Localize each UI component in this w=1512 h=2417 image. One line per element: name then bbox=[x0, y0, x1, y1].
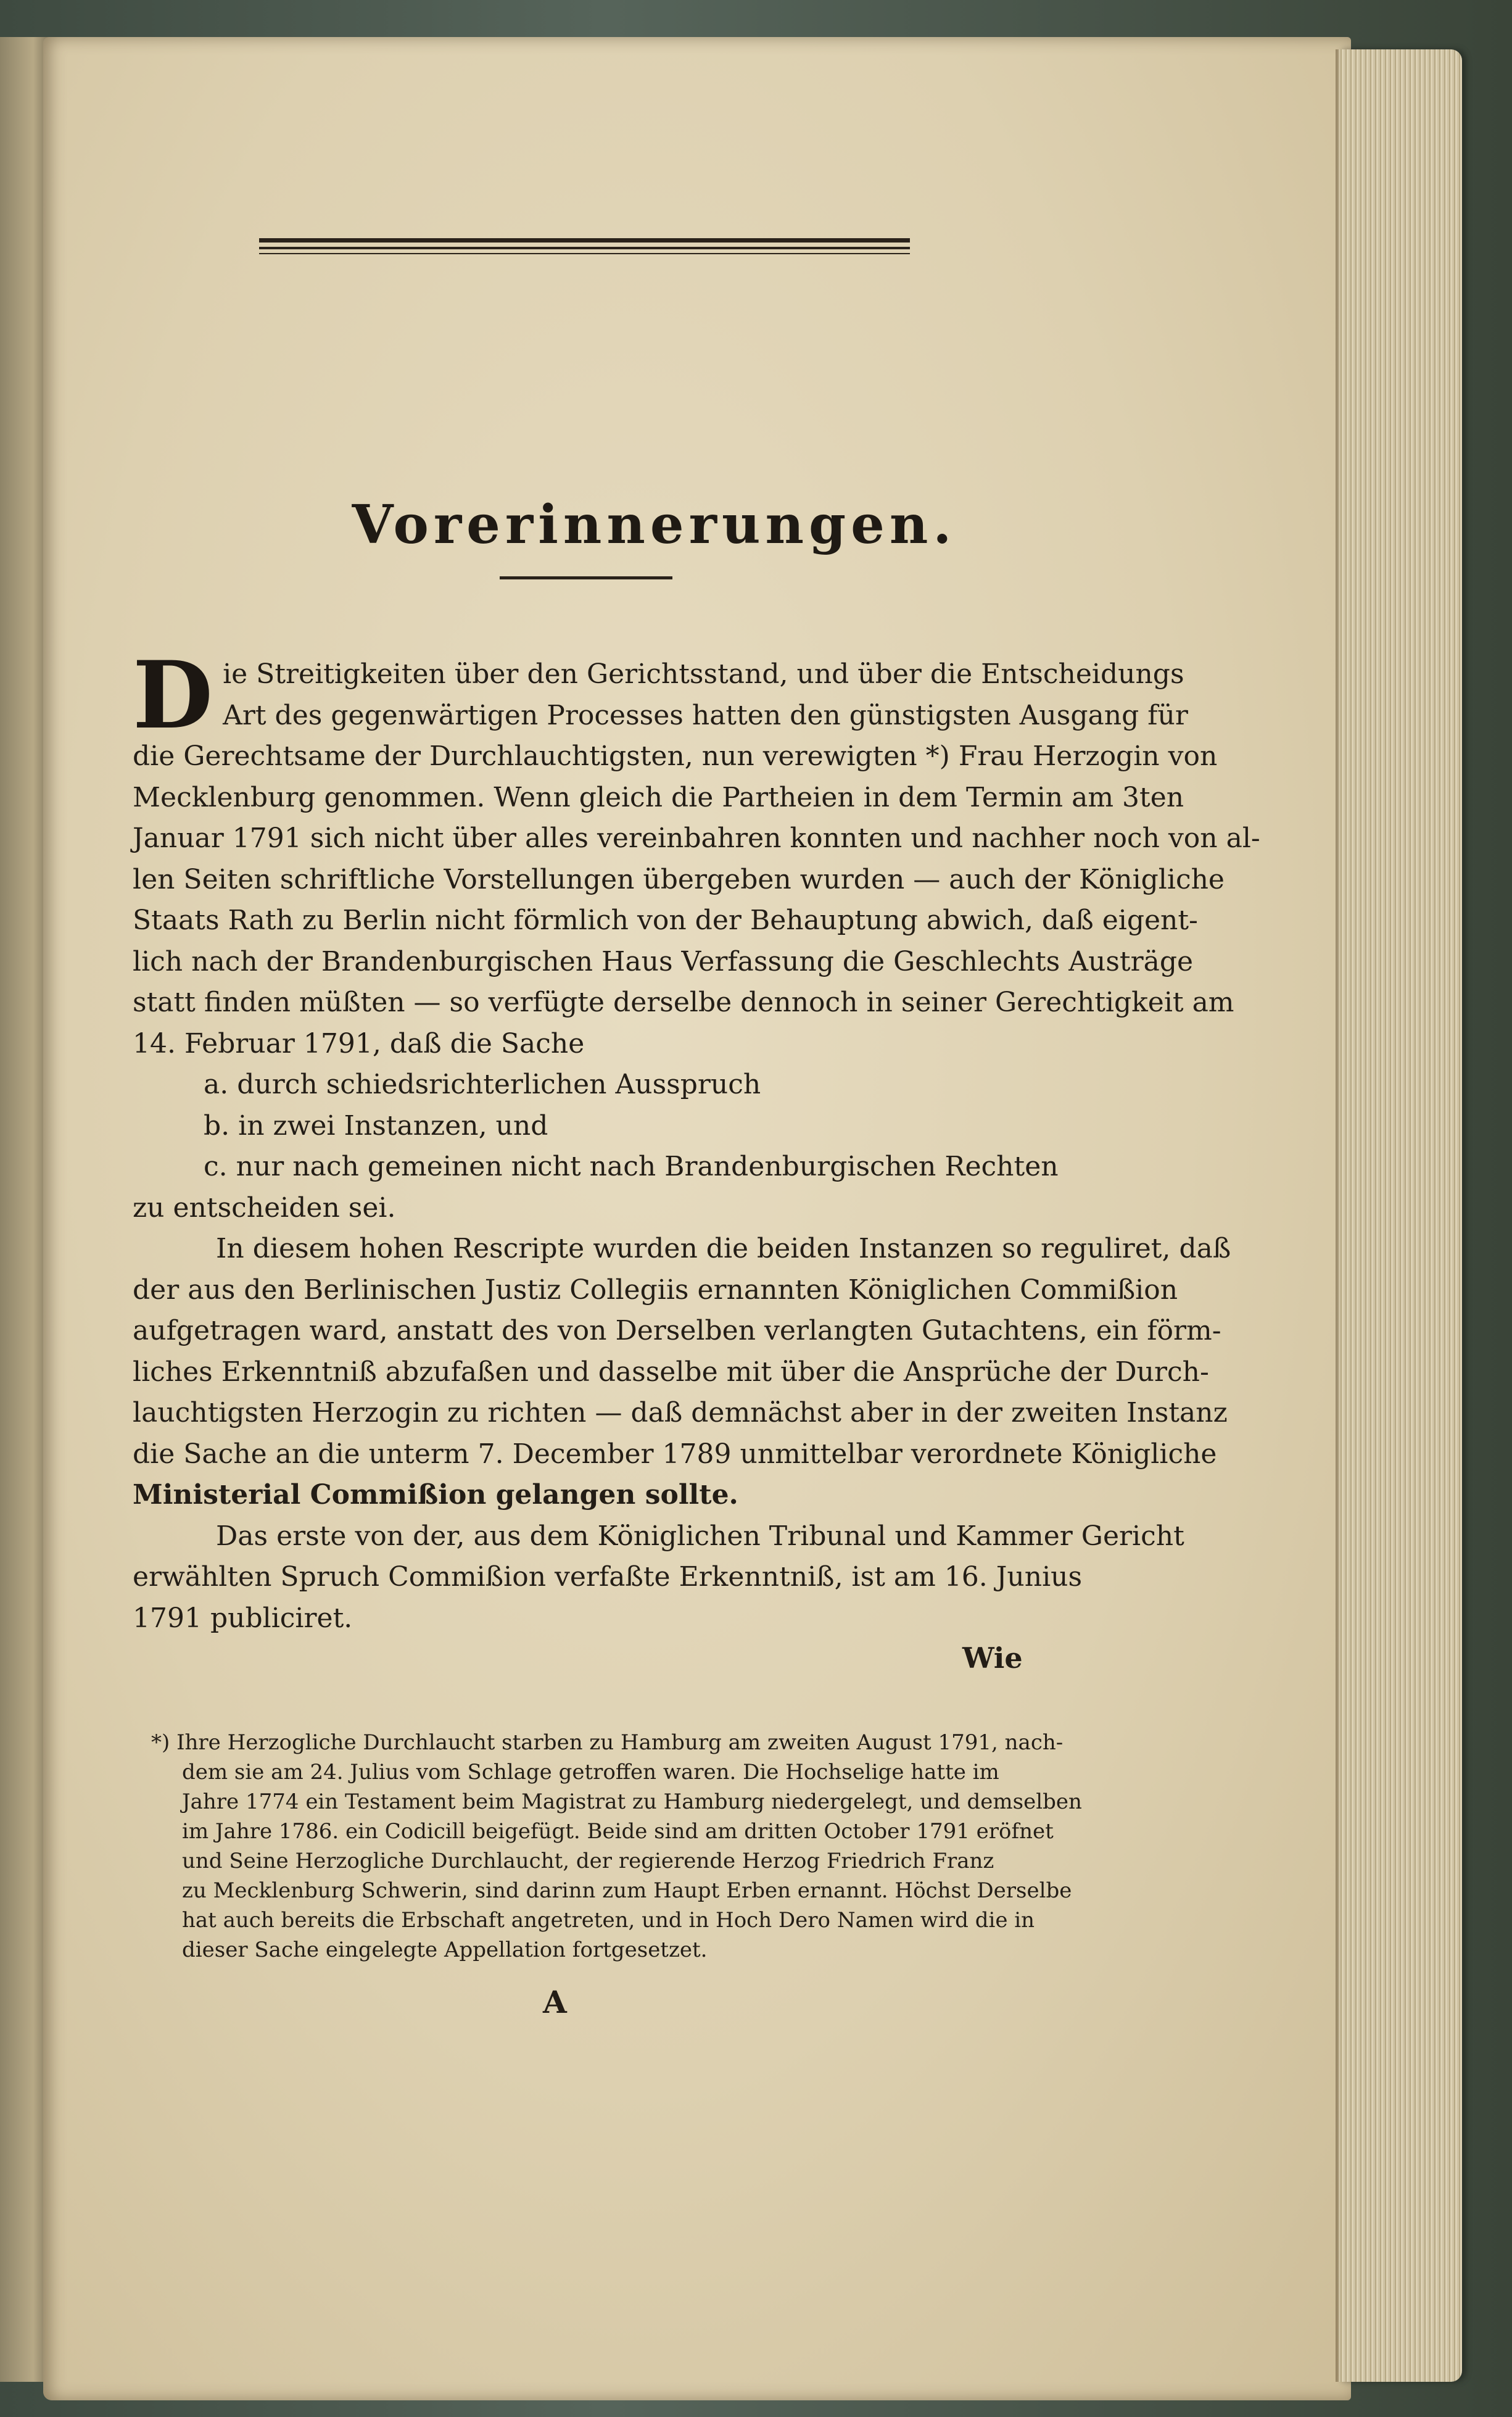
page-title: Vorerinnerungen. bbox=[352, 494, 957, 556]
text-line: zu entscheiden sei. bbox=[133, 1192, 396, 1224]
text-line: Januar 1791 sich nicht über alles vereinbahren konnten und nachher noch von al- bbox=[133, 823, 1260, 854]
text-line: die Sache an die unterm 7. December 1789 unmittelbar verordnete Königliche bbox=[133, 1438, 1217, 1470]
text-line: erwählten Spruch Commißion verfaßte Erkenntniß, ist am 16. Junius bbox=[133, 1561, 1083, 1593]
text-line: liches Erkenntniß abzufaßen und dasselbe mit über die Ansprüche der Durch- bbox=[133, 1356, 1209, 1388]
text-line: Staats Rath zu Berlin nicht förmlich von der Behauptung abwich, daß eigent- bbox=[133, 905, 1198, 936]
page-block-edges bbox=[1339, 49, 1462, 2382]
list-item: c. nur nach gemeinen nicht nach Brandenburgischen Rechten bbox=[204, 1151, 1059, 1182]
footnote-line: *) Ihre Herzogliche Durchlaucht starben zu Hamburg am zweiten August 1791, nach- bbox=[151, 1730, 1064, 1755]
text-line: Ministerial Commißion gelangen sollte. bbox=[133, 1479, 738, 1511]
text-line: lich nach der Brandenburgischen Haus Verfassung die Geschlechts Austräge bbox=[133, 945, 1194, 977]
text-line: ie Streitigkeiten über den Gerichtsstand, und über die Entscheidungs bbox=[223, 658, 1184, 690]
text-line: die Gerechtsame der Durchlauchtigsten, nun verewigten *) Frau Herzogin von bbox=[133, 740, 1218, 772]
first-paragraph-opening bbox=[133, 641, 1188, 750]
header-ornament-rule bbox=[259, 247, 910, 249]
title-underline bbox=[500, 576, 672, 579]
text-line: 14. Februar 1791, daß die Sache bbox=[133, 1027, 585, 1059]
signature-mark: A bbox=[543, 1984, 567, 2020]
text-line: Mecklenburg genommen. Wenn gleich die Partheien in dem Termin am 3ten bbox=[133, 781, 1184, 813]
text-line: aufgetragen ward, anstatt des von Derselben verlangten Gutachtens, ein förm- bbox=[133, 1315, 1221, 1346]
footnote-line: dieser Sache eingelegte Appellation fortgesetzet. bbox=[182, 1938, 708, 1962]
drop-cap: D bbox=[133, 641, 213, 750]
list-item: a. durch schiedsrichterlichen Ausspruch bbox=[204, 1069, 761, 1100]
footnote-line: im Jahre 1786. ein Codicill beigefügt. Beide sind am dritten October 1791 eröfnet bbox=[182, 1819, 1054, 1844]
text-line: Art des gegenwärtigen Processes hatten den günstigsten Ausgang für bbox=[223, 699, 1188, 731]
main-text bbox=[133, 641, 1260, 1639]
footnote-line: dem sie am 24. Julius vom Schlage getroffen waren. Die Hochselige hatte im bbox=[182, 1760, 999, 1785]
text-line: statt finden müßten — so verfügte derselbe dennoch in seiner Gerechtigkeit am bbox=[133, 987, 1234, 1018]
list-item: b. in zwei Instanzen, und bbox=[204, 1109, 548, 1142]
footnote-line: zu Mecklenburg Schwerin, sind darinn zum Haupt Erben ernannt. Höchst Derselbe bbox=[182, 1878, 1072, 1903]
text-line: lauchtigsten Herzogin zu richten — daß demnächst aber in der zweiten Instanz bbox=[133, 1397, 1228, 1428]
header-ornament-rule bbox=[259, 253, 910, 254]
text-line: Das erste von der, aus dem Königlichen Tribunal und Kammer Gericht bbox=[216, 1520, 1184, 1552]
catchword: Wie bbox=[962, 1641, 1023, 1675]
text-line: der aus den Berlinischen Justiz Collegiis ernannten Königlichen Commißion bbox=[133, 1274, 1178, 1306]
header-ornament-rule bbox=[259, 238, 910, 243]
footnote-line: hat auch bereits die Erbschaft angetreten, und in Hoch Dero Namen wird die in bbox=[182, 1908, 1035, 1933]
text-line: len Seiten schriftliche Vorstellungen übergeben wurden — auch der Königliche bbox=[133, 863, 1225, 895]
footnote-line: Jahre 1774 ein Testament beim Magistrat zu Hamburg niedergelegt, und demselben bbox=[182, 1789, 1082, 1814]
footnote bbox=[151, 1728, 1082, 1965]
text-line: 1791 publiciret. bbox=[133, 1602, 353, 1634]
footnote-line: und Seine Herzogliche Durchlaucht, der regierende Herzog Friedrich Franz bbox=[182, 1849, 994, 1873]
text-line: In diesem hohen Rescripte wurden die beiden Instanzen so reguliret, daß bbox=[216, 1233, 1231, 1264]
